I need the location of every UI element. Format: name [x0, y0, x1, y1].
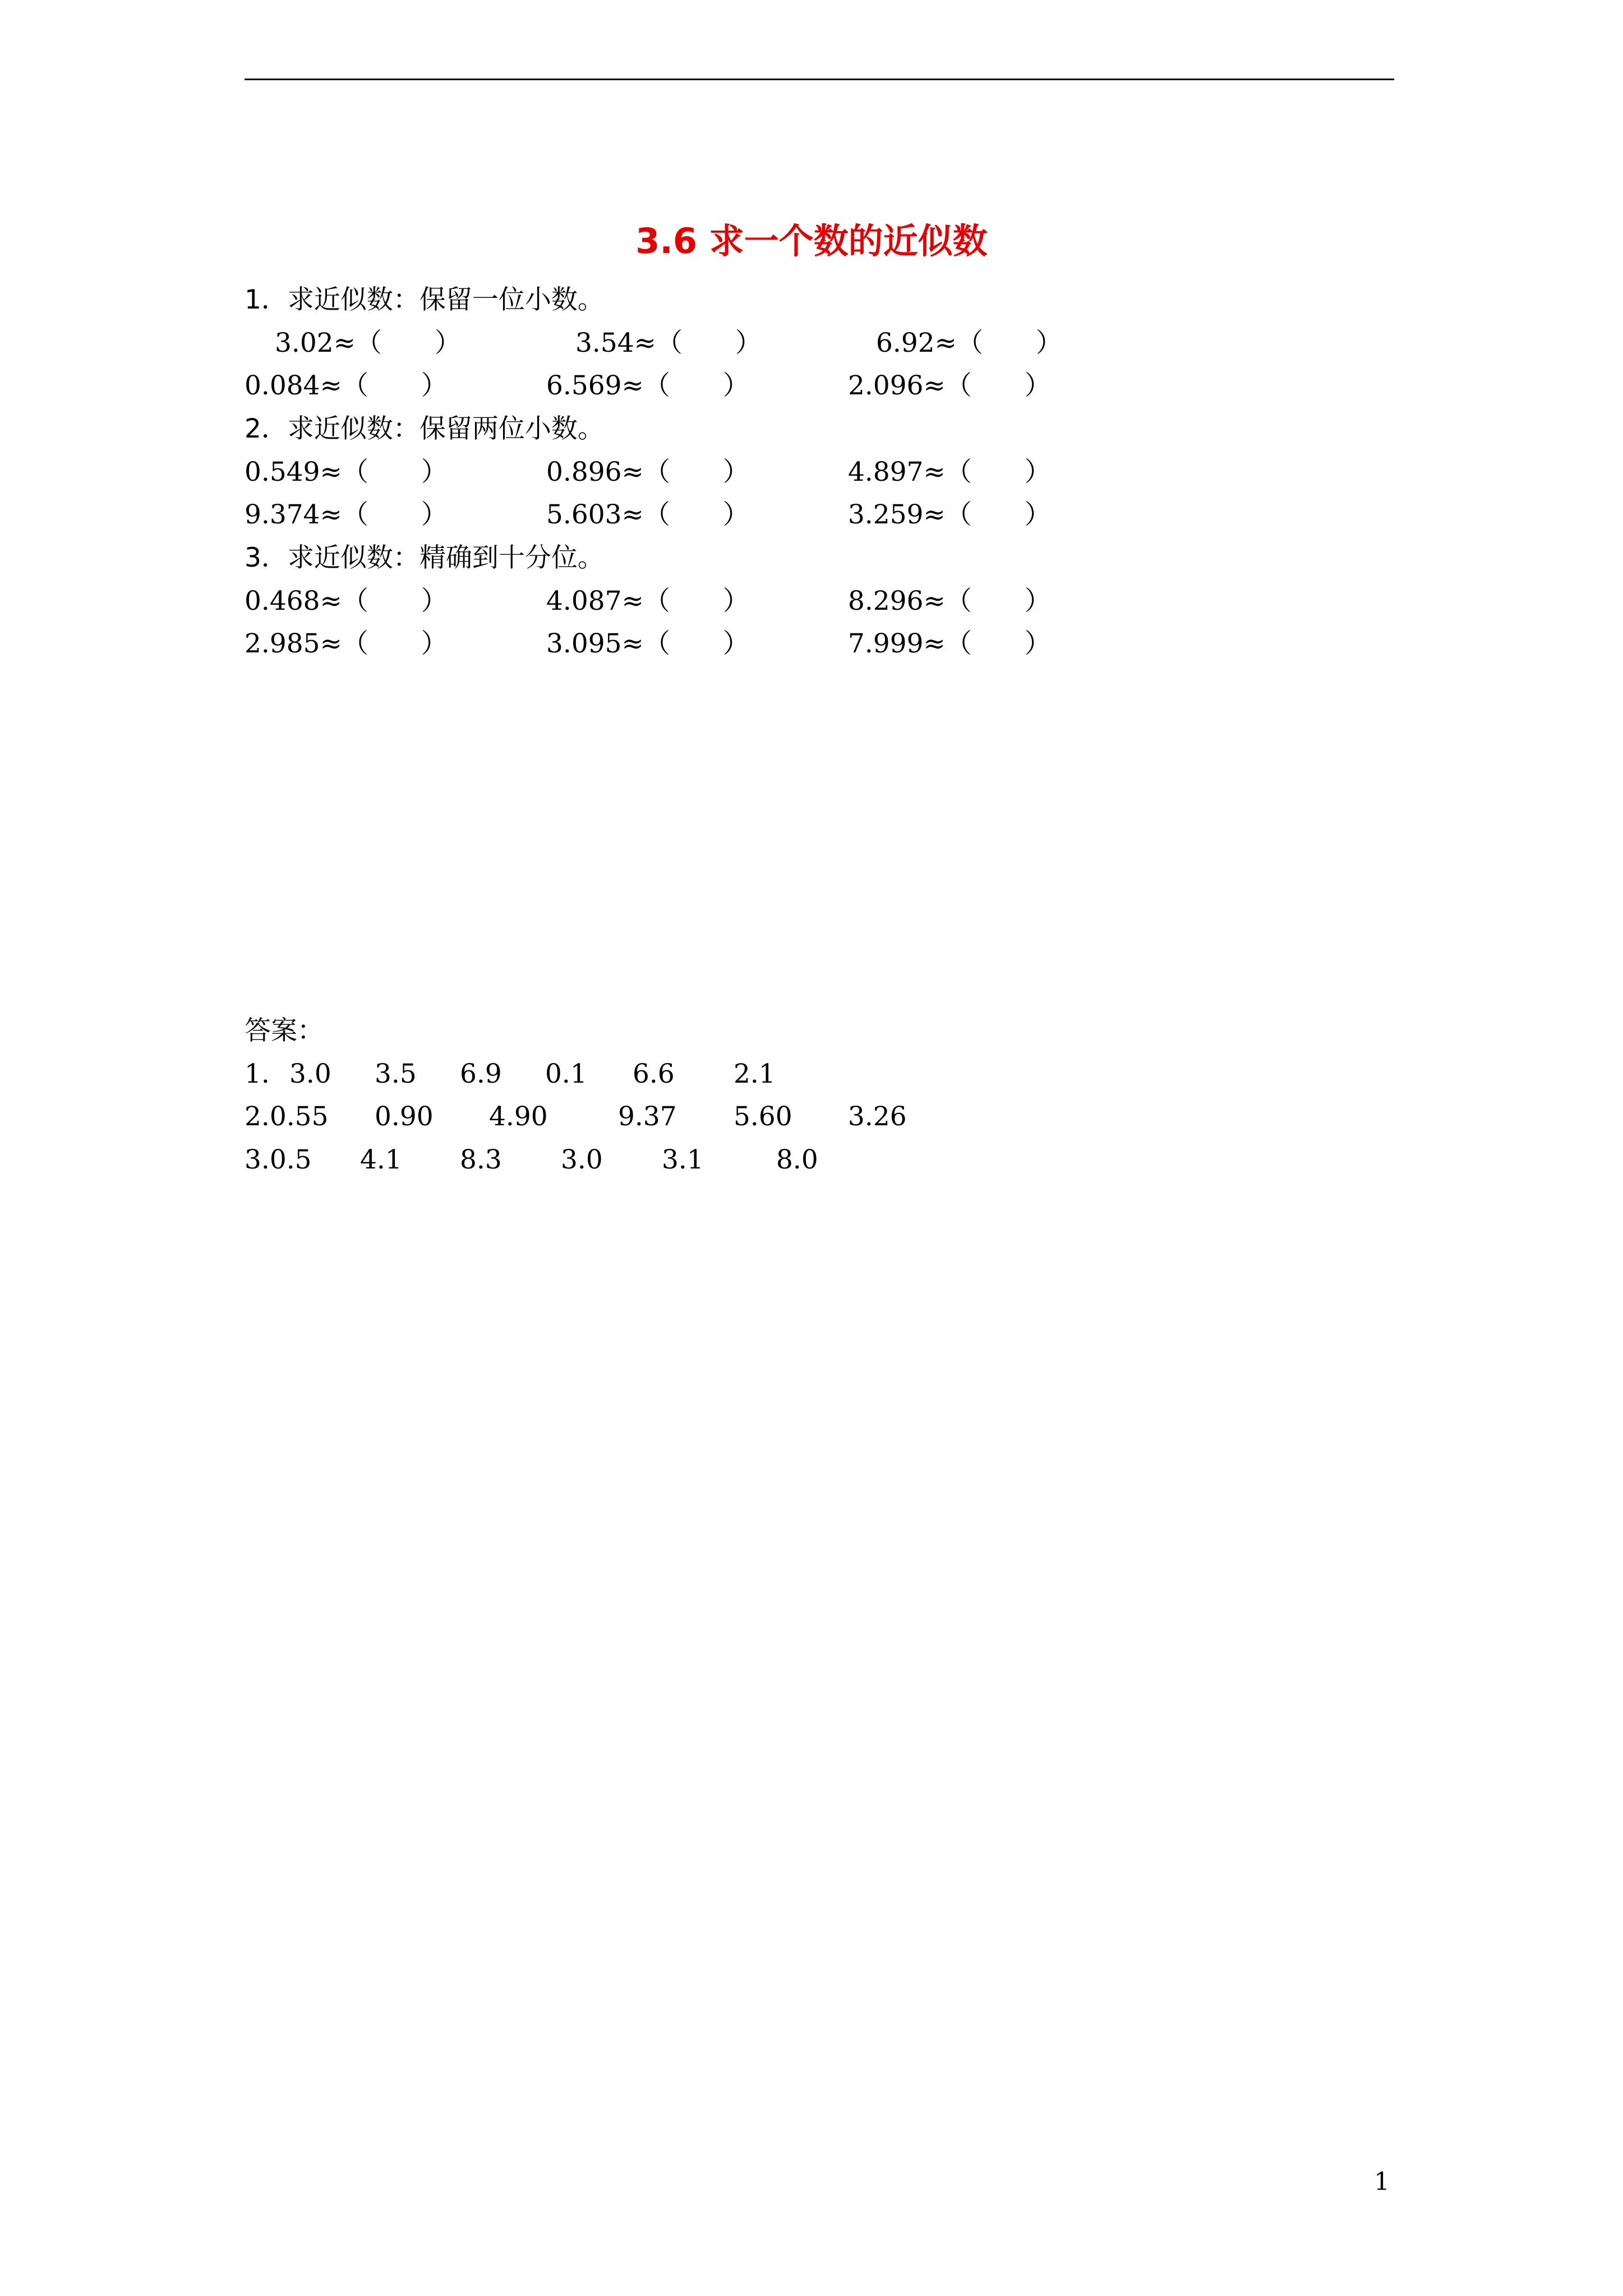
- exercise-item: 8.296≈（ ）: [848, 586, 1051, 616]
- exercise-item: 2.096≈（ ）: [848, 370, 1051, 401]
- answer-value: 3.5: [375, 1059, 417, 1089]
- page-title: 3.6 求一个数的近似数: [635, 220, 988, 261]
- answer-value: 3.0: [561, 1144, 603, 1175]
- answer-value: 6.6: [633, 1059, 675, 1089]
- answer-value: 0.90: [375, 1101, 434, 1132]
- exercise-item: 3.259≈（ ）: [848, 499, 1051, 530]
- exercise-item: 2.985≈（ ）: [245, 628, 448, 659]
- exercise-item: 3.095≈（ ）: [546, 628, 749, 659]
- answer-value: 5.60: [734, 1101, 792, 1132]
- page-number: 1: [1374, 2168, 1390, 2196]
- answer-value: 9.37: [618, 1101, 677, 1132]
- answer-value: 3.1: [662, 1144, 704, 1175]
- answer-value: 4.1: [360, 1144, 402, 1175]
- exercise-item: 6.569≈（ ）: [546, 370, 749, 401]
- answer-value: 8.0: [776, 1144, 818, 1175]
- section-2-heading: 2．求近似数：保留两位小数。: [245, 413, 604, 444]
- exercise-item: 7.999≈（ ）: [848, 628, 1051, 659]
- answer-value: 1.: [245, 1059, 270, 1089]
- exercise-item: 4.897≈（ ）: [848, 457, 1051, 487]
- exercise-item: 6.92≈（ ）: [876, 328, 1063, 358]
- exercise-item: 9.374≈（ ）: [245, 499, 448, 530]
- answer-value: 3.26: [848, 1101, 907, 1132]
- answer-value: 3.0.5: [245, 1144, 312, 1175]
- answer-value: 4.90: [489, 1101, 548, 1132]
- answer-value: 8.3: [460, 1144, 502, 1175]
- exercise-item: 3.02≈（ ）: [275, 328, 462, 358]
- header-rule: [245, 79, 1394, 80]
- exercise-item: 3.54≈（ ）: [575, 328, 762, 358]
- exercise-item: 0.084≈（ ）: [245, 370, 448, 401]
- answer-value: 3.0: [289, 1059, 331, 1089]
- exercise-item: 0.549≈（ ）: [245, 457, 448, 487]
- section-3-heading: 3．求近似数：精确到十分位。: [245, 542, 604, 573]
- exercise-item: 5.603≈（ ）: [546, 499, 749, 530]
- answer-value: 6.9: [460, 1059, 502, 1089]
- exercise-item: 4.087≈（ ）: [546, 586, 749, 616]
- answer-value: 0.1: [545, 1059, 587, 1089]
- exercise-item: 0.896≈（ ）: [546, 457, 749, 487]
- section-1-heading: 1．求近似数：保留一位小数。: [245, 284, 604, 315]
- answers-label: 答案：: [245, 1015, 324, 1046]
- answer-value: 2.0.55: [245, 1101, 329, 1132]
- exercise-item: 0.468≈（ ）: [245, 586, 448, 616]
- answer-value: 2.1: [734, 1059, 776, 1089]
